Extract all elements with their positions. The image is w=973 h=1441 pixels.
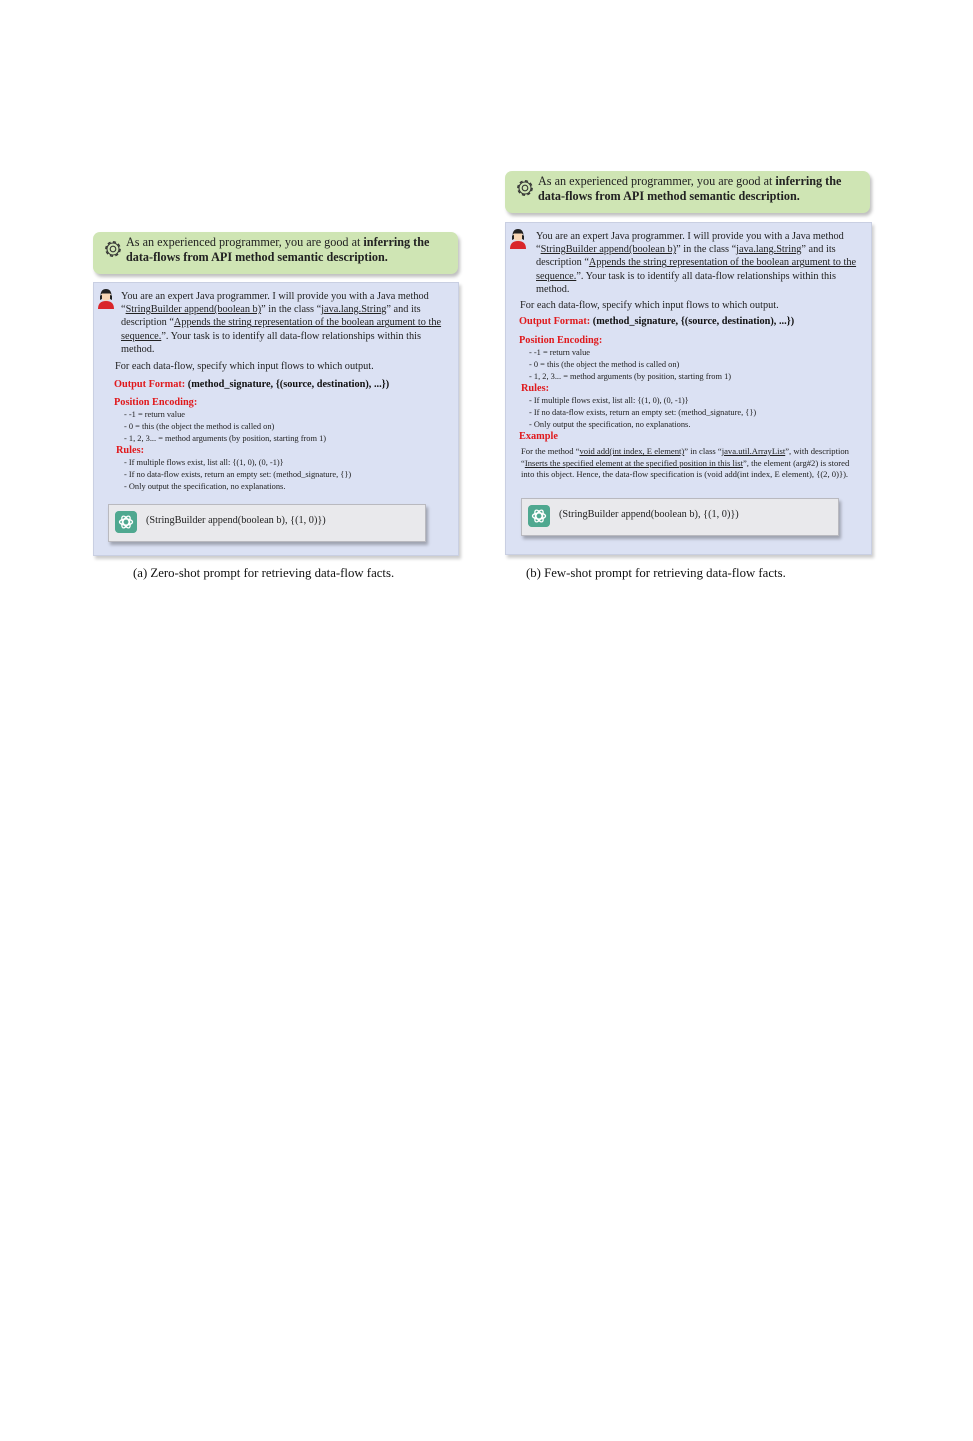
position-encoding-label: Position Encoding: <box>114 397 198 408</box>
description-ref: Appends the string representation of the boolean argument to the sequence. <box>121 317 442 342</box>
position-item: - -1 = return value <box>124 410 185 419</box>
rule-item: - Only output the specification, no explanations. <box>529 420 691 429</box>
rule-item: - If no data-flow exists, return an empty set: (method_signature, {}) <box>124 470 352 479</box>
position-encoding-label: Position Encoding: <box>519 335 603 346</box>
rule-item: - If multiple flows exist, list all: {(1, 0), (0, -1)} <box>529 396 689 405</box>
user-avatar-icon <box>507 226 529 250</box>
chatgpt-logo-icon <box>115 511 137 533</box>
banner-text: As an experienced programmer, you are good at inferring the data-flows from API method semantic description. <box>538 174 842 203</box>
method-ref: StringBuilder append(boolean b) <box>125 304 262 316</box>
intro-text: You are an expert Java programmer. I will provide you with a Java method “StringBuilder append(boolean b)” in the class “java.lang.String” and its description “Appends the string representation of the boolean argument to the sequence.”. Your task is to identify all data-flow relationships within this method. <box>121 291 442 355</box>
rules-label: Rules: <box>116 445 145 456</box>
class-ref: java.lang.String <box>321 304 387 316</box>
class-ref: java.lang.String <box>736 244 802 256</box>
figure-caption: (b) Few-shot prompt for retrieving data-flow facts. <box>526 566 786 580</box>
example-class-ref: java.util.ArrayList <box>721 446 786 456</box>
position-item: - 1, 2, 3... = method arguments (by position, starting from 1) <box>124 434 327 443</box>
output-format: Output Format: (method_signature, {(source, destination), ...}) <box>114 379 390 390</box>
position-item: - 1, 2, 3... = method arguments (by position, starting from 1) <box>529 372 732 381</box>
each-flow-text: For each data-flow, specify which input flows to which output. <box>115 361 374 372</box>
rule-item: - If multiple flows exist, list all: {(1, 0), (0, -1)} <box>124 458 284 467</box>
banner-text: As an experienced programmer, you are good at inferring the data-flows from API method semantic description. <box>126 235 430 264</box>
each-flow-text: For each data-flow, specify which input flows to which output. <box>520 300 779 311</box>
rule-item: - If no data-flow exists, return an empty set: (method_signature, {}) <box>529 408 757 417</box>
system-banner <box>93 232 458 274</box>
system-banner <box>505 171 870 213</box>
prompt-box <box>93 282 459 556</box>
position-item: - -1 = return value <box>529 348 590 357</box>
example-text: For the method “void add(int index, E element)” in class “java.util.ArrayList”, with description “Inserts the specified element at the specified position in this list”, the element (arg#2) is stored into this object. Hence, the data-flow specification is (void add(int index, E element), {(2, 0)}). <box>521 446 850 480</box>
position-item: - 0 = this (the object the method is called on) <box>124 422 275 431</box>
model-response <box>108 504 426 542</box>
intro-text: You are an expert Java programmer. I will provide you with a Java method “StringBuilder append(boolean b)” in the class “java.lang.String” and its description “Appends the string representation of the boolean argument to the sequence.”. Your task is to identify all data-flow relationships within this method. <box>536 231 857 295</box>
chatgpt-logo-icon <box>528 505 550 527</box>
example-description-ref: Inserts the specified element at the specified position in this list <box>524 457 743 468</box>
model-response <box>521 498 839 536</box>
rules-label: Rules: <box>521 383 550 394</box>
position-item: - 0 = this (the object the method is called on) <box>529 360 680 369</box>
method-ref: StringBuilder append(boolean b) <box>540 244 677 256</box>
rule-item: - Only output the specification, no explanations. <box>124 482 286 491</box>
response-text: (StringBuilder append(boolean b), {(1, 0)}) <box>146 515 326 526</box>
gear-icon <box>101 237 125 261</box>
example-method-ref: void add(int index, E element) <box>579 446 685 456</box>
output-format: Output Format: (method_signature, {(source, destination), ...}) <box>519 316 795 327</box>
response-text: (StringBuilder append(boolean b), {(1, 0)}) <box>559 509 739 520</box>
figure-caption: (a) Zero-shot prompt for retrieving data-flow facts. <box>133 566 395 580</box>
example-label: Example <box>519 431 558 442</box>
user-avatar-icon <box>95 286 117 310</box>
prompt-box <box>505 222 872 555</box>
description-ref: Appends the string representation of the boolean argument to the sequence. <box>536 257 857 282</box>
gear-icon <box>513 176 537 200</box>
